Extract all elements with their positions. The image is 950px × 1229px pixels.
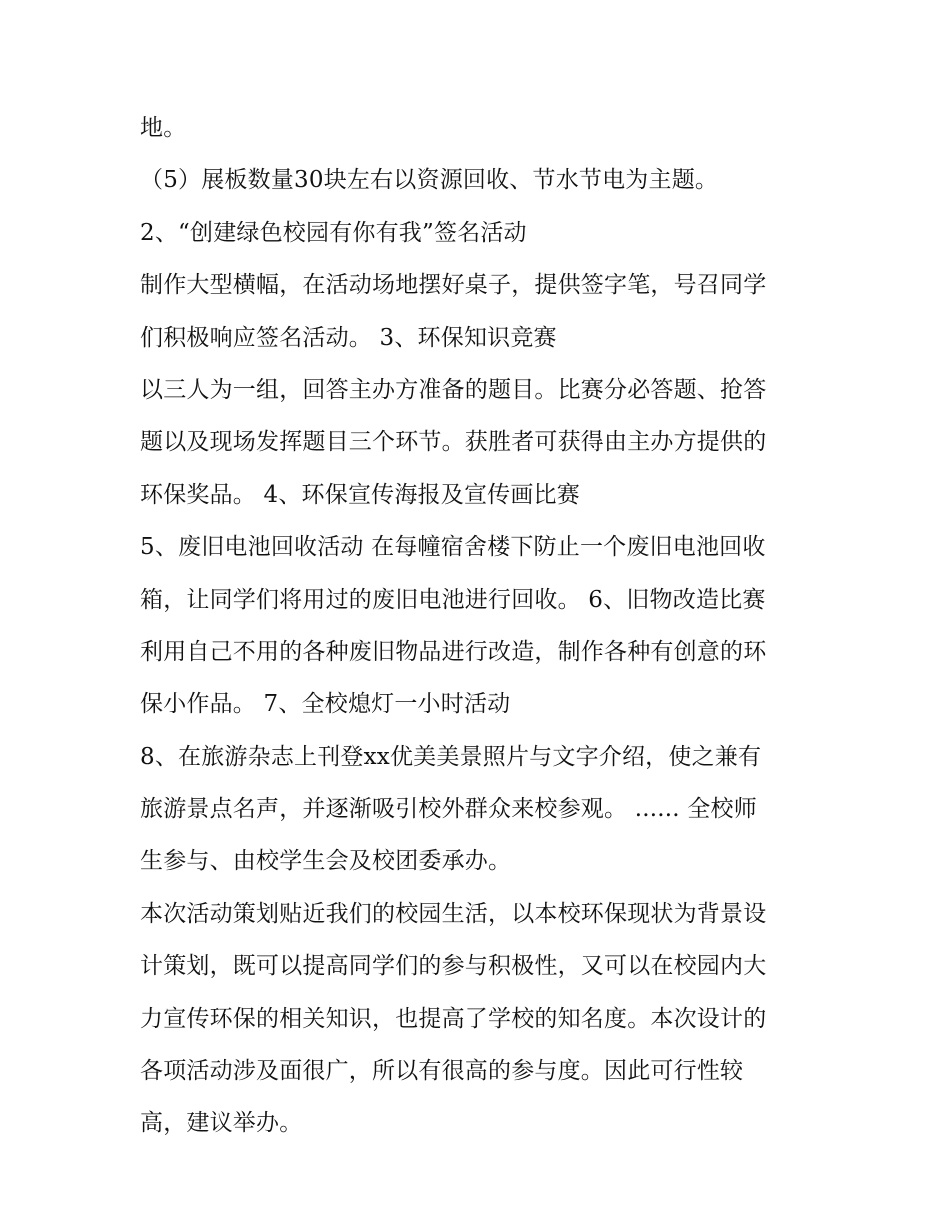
text-line: 5、废旧电池回收活动 在每幢宿舍楼下防止一个废旧电池回收	[140, 534, 766, 561]
text-line: 旅游景点名声，并逐渐吸引校外群众来校参观。 ...... 全校师	[140, 796, 757, 823]
text-line: 各项活动涉及面很广，所以有很高的参与度。因此可行性较	[140, 1058, 744, 1085]
text-line: 以三人为一组，回答主办方准备的题目。比赛分必答题、抢答	[140, 376, 767, 403]
text-line: 们积极响应签名活动。 3、环保知识竞赛	[140, 324, 557, 351]
document-body	[140, 108, 830, 1156]
text-line: 环保奖品。 4、环保宣传海报及宣传画比赛	[140, 481, 580, 508]
text-line: 计策划，既可以提高同学们的参与积极性，又可以在校园内大	[140, 953, 767, 980]
text-line: 2、“创建绿色校园有你有我”签名活动	[140, 219, 527, 246]
text-line: 高，建议举办。	[140, 1110, 303, 1137]
text-line: 保小作品。 7、全校熄灯一小时活动	[140, 691, 511, 718]
text-line: （5）展板数量30块左右以资源回收、节水节电为主题。	[140, 167, 719, 194]
text-line: 制作大型横幅，在活动场地摆好桌子，提供签字笔，号召同学	[140, 272, 767, 299]
text-line: 箱，让同学们将用过的废旧电池进行回收。 6、旧物改造比赛	[140, 586, 766, 613]
text-line: 8、在旅游杂志上刊登xx优美美景照片与文字介绍，使之兼有	[140, 743, 762, 770]
text-line: 利用自己不用的各种废旧物品进行改造，制作各种有创意的环	[140, 638, 767, 665]
text-line: 本次活动策划贴近我们的校园生活，以本校环保现状为背景设	[140, 900, 767, 927]
text-line: 力宣传环保的相关知识，也提高了学校的知名度。本次设计的	[140, 1005, 767, 1032]
text-line: 生参与、由校学生会及校团委承办。	[140, 848, 512, 875]
text-line: 题以及现场发挥题目三个环节。获胜者可获得由主办方提供的	[140, 429, 767, 456]
text-line: 地。	[140, 115, 187, 141]
